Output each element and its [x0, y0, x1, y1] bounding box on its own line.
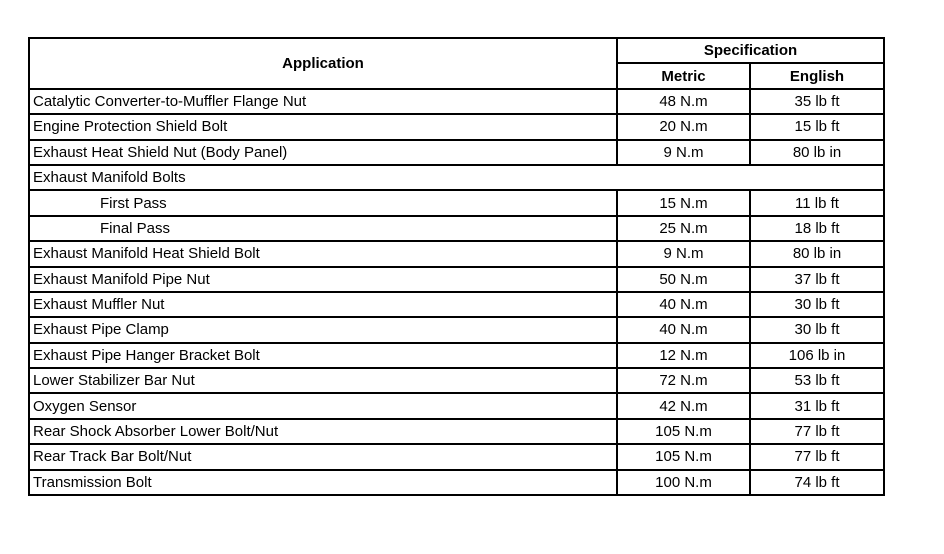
english-cell: 30 lb ft [750, 292, 884, 317]
table-row [29, 241, 884, 266]
application-cell: Exhaust Manifold Bolts [29, 165, 884, 190]
english-cell: 80 lb in [750, 241, 884, 266]
table-row [29, 140, 884, 165]
application-cell: Oxygen Sensor [29, 393, 617, 418]
application-cell: Exhaust Pipe Clamp [29, 317, 617, 342]
english-header: English [750, 63, 884, 88]
table-row [29, 444, 884, 469]
metric-cell: 40 N.m [617, 317, 750, 342]
english-cell: 80 lb in [750, 140, 884, 165]
table-body [29, 89, 884, 495]
application-cell: Engine Protection Shield Bolt [29, 114, 617, 139]
table-row [29, 393, 884, 418]
english-cell: 77 lb ft [750, 419, 884, 444]
table-row [29, 216, 884, 241]
english-cell: 77 lb ft [750, 444, 884, 469]
application-cell: Rear Shock Absorber Lower Bolt/Nut [29, 419, 617, 444]
english-cell: 15 lb ft [750, 114, 884, 139]
metric-cell: 9 N.m [617, 241, 750, 266]
english-cell: 74 lb ft [750, 470, 884, 495]
table-row [29, 114, 884, 139]
table-header [29, 38, 884, 89]
application-cell: Exhaust Muffler Nut [29, 292, 617, 317]
header-row [29, 38, 884, 63]
application-cell: Rear Track Bar Bolt/Nut [29, 444, 617, 469]
english-cell: 106 lb in [750, 343, 884, 368]
application-cell: Exhaust Manifold Heat Shield Bolt [29, 241, 617, 266]
metric-cell: 105 N.m [617, 444, 750, 469]
application-subcell: Final Pass [29, 216, 617, 241]
metric-cell: 72 N.m [617, 368, 750, 393]
table-row [29, 368, 884, 393]
application-header: Application [29, 38, 617, 89]
application-cell: Exhaust Manifold Pipe Nut [29, 267, 617, 292]
application-cell: Transmission Bolt [29, 470, 617, 495]
metric-cell: 25 N.m [617, 216, 750, 241]
english-cell: 11 lb ft [750, 190, 884, 215]
application-cell: Catalytic Converter-to-Muffler Flange Nut [29, 89, 617, 114]
table-row [29, 292, 884, 317]
english-cell: 30 lb ft [750, 317, 884, 342]
application-cell: Exhaust Heat Shield Nut (Body Panel) [29, 140, 617, 165]
english-cell: 35 lb ft [750, 89, 884, 114]
table-row [29, 470, 884, 495]
metric-cell: 42 N.m [617, 393, 750, 418]
english-cell: 53 lb ft [750, 368, 884, 393]
table-row [29, 190, 884, 215]
metric-cell: 100 N.m [617, 470, 750, 495]
table-row [29, 89, 884, 114]
metric-cell: 48 N.m [617, 89, 750, 114]
metric-cell: 9 N.m [617, 140, 750, 165]
metric-cell: 15 N.m [617, 190, 750, 215]
metric-cell: 105 N.m [617, 419, 750, 444]
english-cell: 18 lb ft [750, 216, 884, 241]
metric-cell: 12 N.m [617, 343, 750, 368]
fastener-torque-table [28, 37, 885, 496]
table-row [29, 267, 884, 292]
table-row [29, 343, 884, 368]
table-row [29, 317, 884, 342]
application-cell: Lower Stabilizer Bar Nut [29, 368, 617, 393]
application-subcell: First Pass [29, 190, 617, 215]
specification-header: Specification [617, 38, 884, 63]
metric-header: Metric [617, 63, 750, 88]
application-cell: Exhaust Pipe Hanger Bracket Bolt [29, 343, 617, 368]
metric-cell: 40 N.m [617, 292, 750, 317]
table-row-group-heading [29, 165, 884, 190]
metric-cell: 50 N.m [617, 267, 750, 292]
english-cell: 31 lb ft [750, 393, 884, 418]
table-row [29, 419, 884, 444]
english-cell: 37 lb ft [750, 267, 884, 292]
metric-cell: 20 N.m [617, 114, 750, 139]
